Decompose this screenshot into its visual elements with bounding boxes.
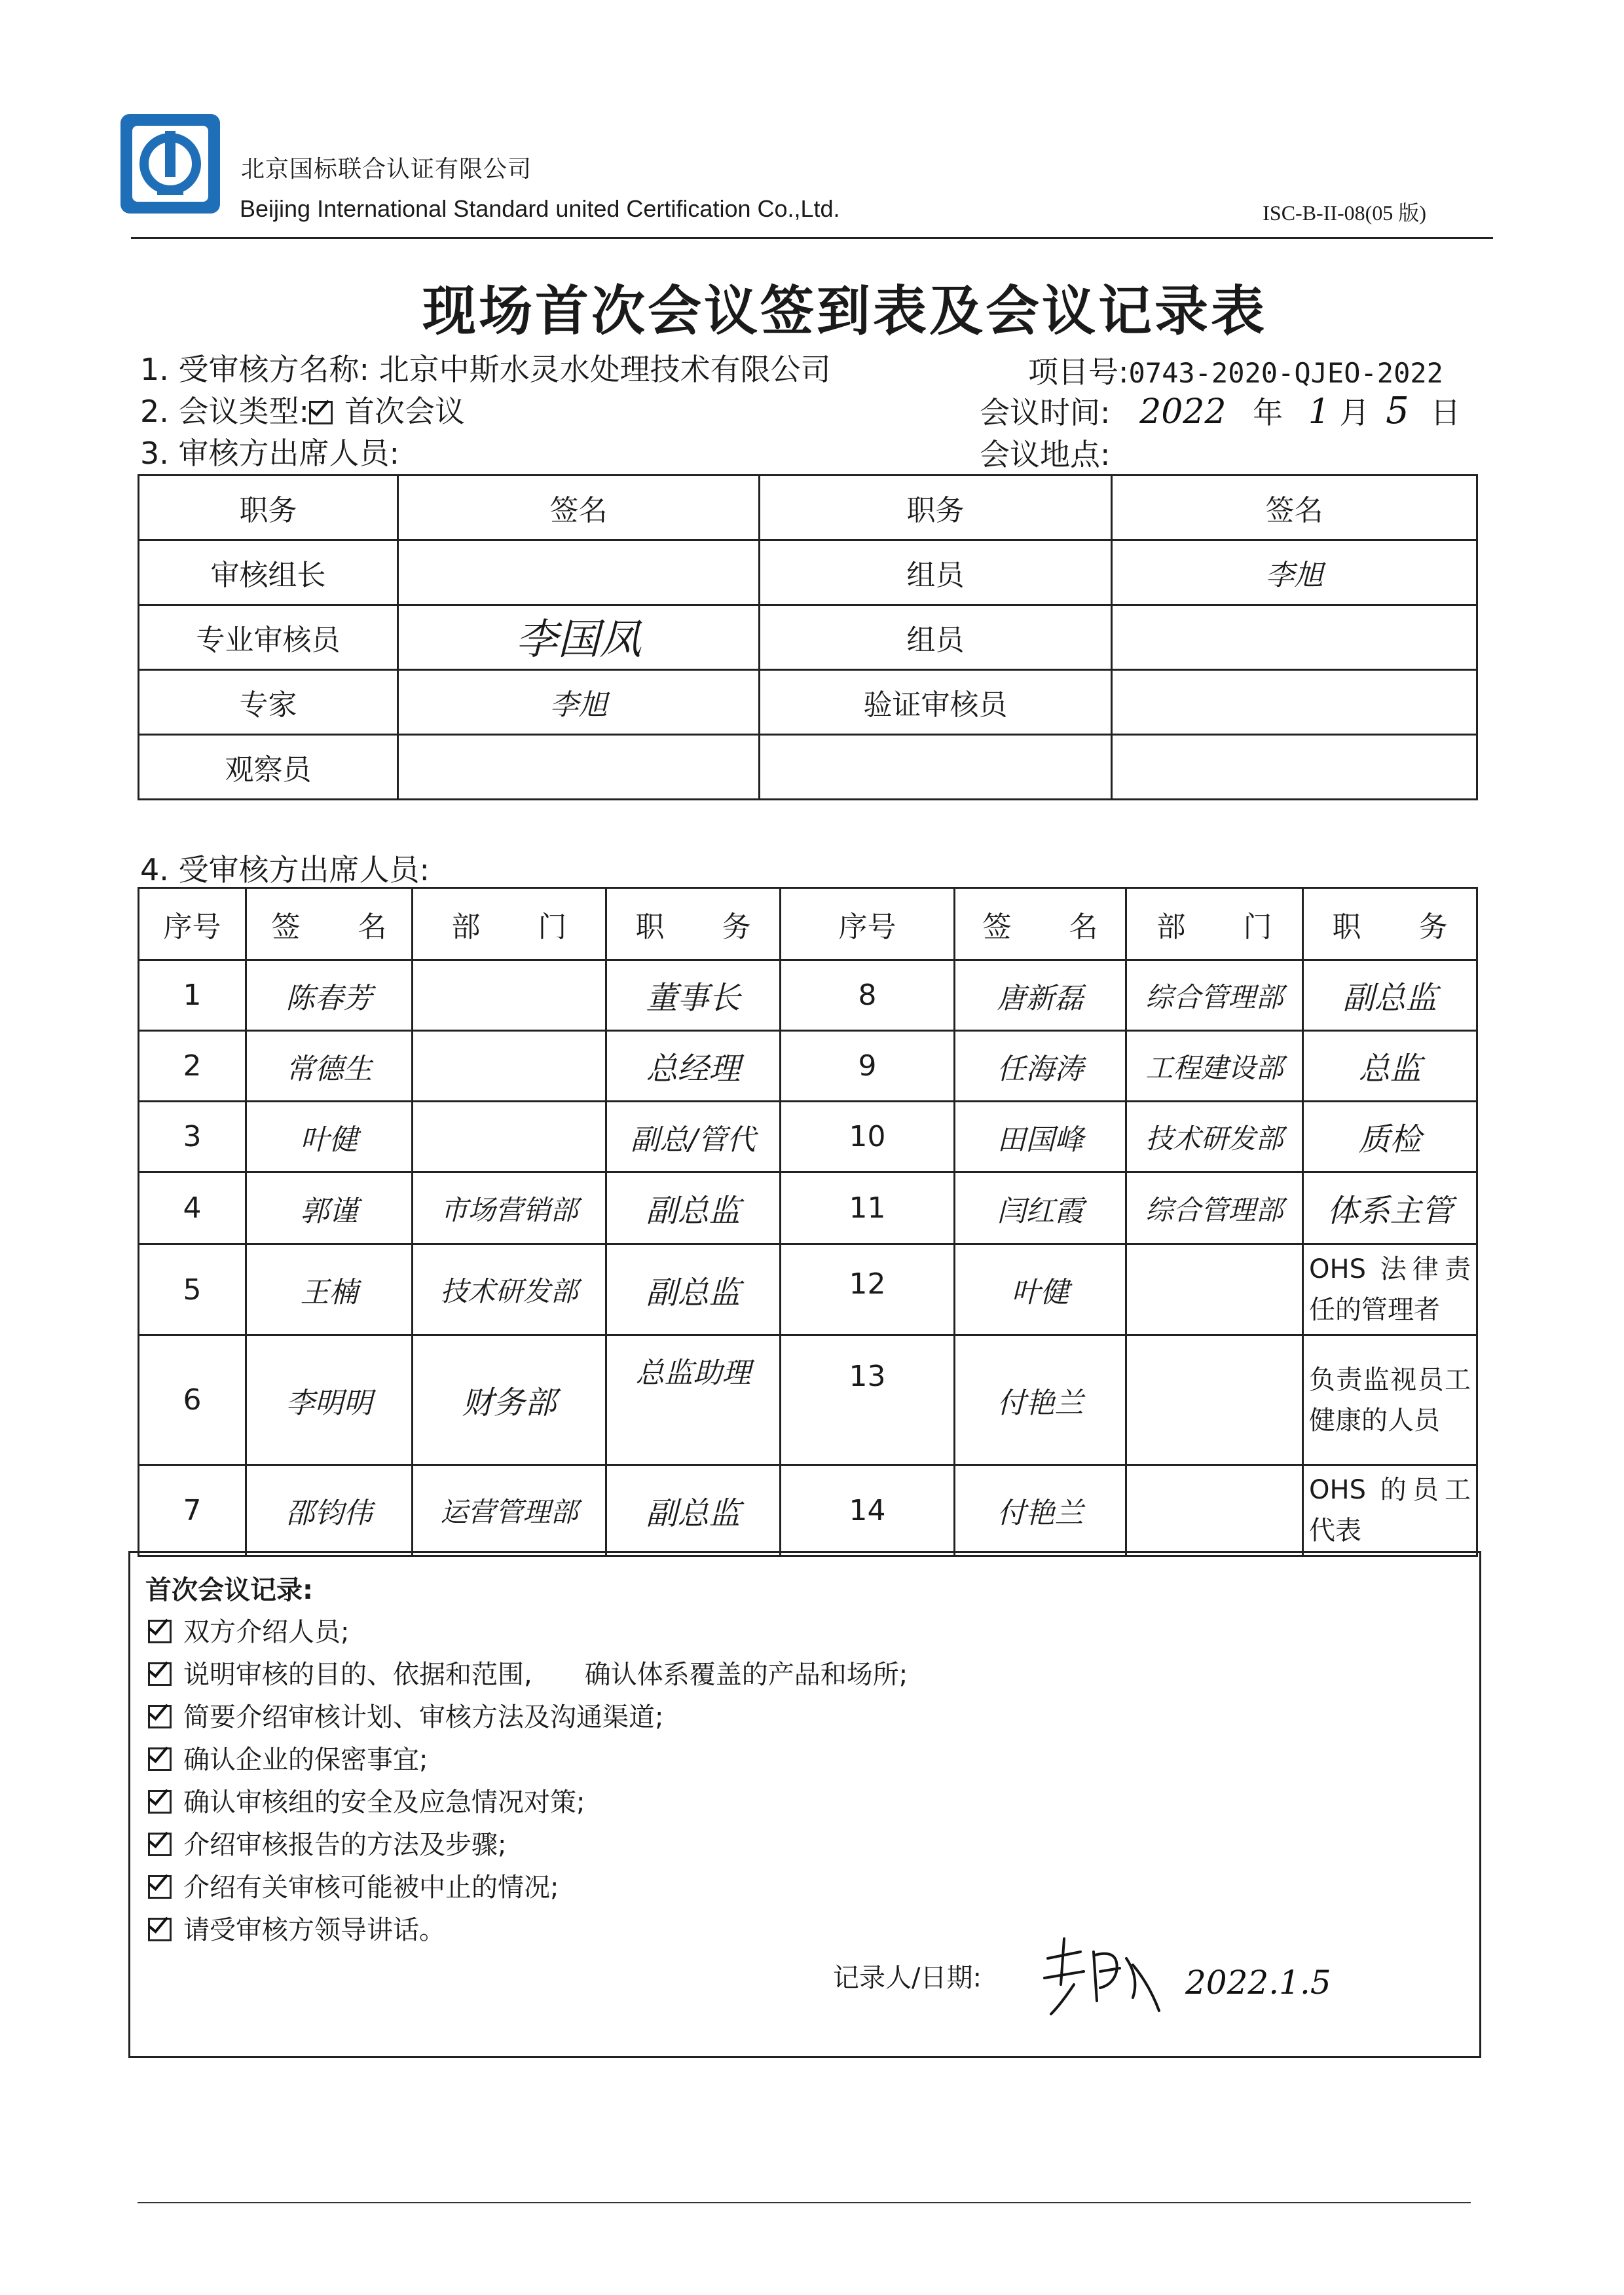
record-item-text: 双方介绍人员; (183, 1617, 350, 1647)
header-cell: 签 名 (955, 888, 1126, 960)
signature-cell: 叶健 (955, 1244, 1126, 1335)
checked-checkbox (148, 1875, 172, 1899)
number-cell: 3 (139, 1102, 246, 1172)
table-header-row (139, 888, 1477, 960)
position-cell: 负责监视员工健康的人员 (1303, 1335, 1477, 1465)
signature-cell (1112, 670, 1477, 735)
record-item (148, 1696, 663, 1734)
checked-checkbox (148, 1790, 172, 1814)
page-title: 现场首次会议签到表及会议记录表 (422, 280, 1267, 343)
meeting-type-value: 首次会议 (344, 394, 466, 429)
signature-cell: 王楠 (246, 1244, 413, 1335)
header-cell: 序号 (139, 888, 246, 960)
signature-cell (1112, 605, 1477, 670)
record-item-text: 说明审核的目的、依据和范围, 确认体系覆盖的产品和场所; (183, 1660, 908, 1690)
role-cell: 审核组长 (139, 540, 398, 605)
signature-cell (1112, 735, 1477, 800)
table-row (139, 1244, 1477, 1335)
header-cell: 部 门 (1126, 888, 1303, 960)
table-row (139, 670, 1477, 735)
record-item (148, 1739, 428, 1776)
checked-checkbox (148, 1705, 172, 1728)
role-cell: 组员 (760, 540, 1112, 605)
department-cell (1126, 1335, 1303, 1465)
meeting-type-label: 2. 会议类型: (140, 394, 310, 429)
table-row (139, 1335, 1477, 1465)
recorder-date: 2022.1.5 (1185, 1964, 1331, 2002)
header-cell: 签名 (398, 476, 760, 540)
header-divider (131, 237, 1493, 239)
header-cell: 部 门 (413, 888, 606, 960)
signature-cell: 付艳兰 (955, 1465, 1126, 1556)
number-cell: 11 (781, 1172, 955, 1244)
record-item (148, 1824, 506, 1861)
form-number: ISC-B-II-08(05 版) (1263, 201, 1426, 225)
position-cell: 副总监 (606, 1465, 781, 1556)
checked-checkbox (148, 1662, 172, 1686)
checked-checkbox (148, 1918, 172, 1941)
header-cell: 序号 (781, 888, 955, 960)
header-cell: 职 务 (606, 888, 781, 960)
signature-cell: 李旭 (398, 670, 760, 735)
meeting-time-line (980, 389, 1460, 432)
record-item-text: 确认审核组的安全及应急情况对策; (183, 1787, 585, 1818)
project-value: 0743-2020-QJEO-2022 (1128, 357, 1443, 389)
auditor-attendees-label: 3. 审核方出席人员: (140, 436, 400, 471)
department-cell (1126, 1465, 1303, 1556)
header-cell: 签名 (1112, 476, 1477, 540)
auditee-attendees-label: 4. 受审核方出席人员: (140, 852, 430, 887)
signature-cell: 付艳兰 (955, 1335, 1126, 1465)
project-line (1028, 348, 1443, 392)
meeting-time-label: 会议时间: (980, 395, 1111, 430)
meeting-day: 5 (1386, 390, 1409, 432)
position-cell: 总经理 (606, 1031, 781, 1102)
table-row (139, 1465, 1477, 1556)
header-cell: 职 务 (1303, 888, 1477, 960)
department-cell (1126, 1244, 1303, 1335)
position-cell: 副总监 (606, 1244, 781, 1335)
signature-cell: 田国峰 (955, 1102, 1126, 1172)
year-unit: 年 (1253, 395, 1283, 430)
number-cell: 1 (139, 960, 246, 1031)
month-unit: 月 (1339, 395, 1370, 430)
position-cell: 体系主管 (1303, 1172, 1477, 1244)
department-cell: 财务部 (413, 1335, 606, 1465)
position-cell: 总监助理 (606, 1335, 781, 1465)
checked-checkbox (148, 1620, 172, 1643)
meeting-type-checkbox (309, 401, 333, 424)
table-header-row (139, 476, 1477, 540)
number-cell: 8 (781, 960, 955, 1031)
signature-cell: 唐新磊 (955, 960, 1126, 1031)
recorder-signature (1035, 1932, 1166, 2024)
role-cell (760, 735, 1112, 800)
position-cell: 副总监 (1303, 960, 1477, 1031)
table-row (139, 960, 1477, 1031)
table-row (139, 735, 1477, 800)
number-cell: 12 (781, 1244, 955, 1335)
position-cell: 副总监 (606, 1172, 781, 1244)
signature-cell: 常德生 (246, 1031, 413, 1102)
department-cell (413, 1102, 606, 1172)
table-row (139, 540, 1477, 605)
position-cell: 质检 (1303, 1102, 1477, 1172)
auditee-label: 1. 受审核方名称: (140, 352, 370, 387)
department-cell: 工程建设部 (1126, 1031, 1303, 1102)
day-unit: 日 (1430, 395, 1461, 430)
signature-cell: 闫红霞 (955, 1172, 1126, 1244)
auditee-line (140, 346, 831, 389)
number-cell: 4 (139, 1172, 246, 1244)
number-cell: 5 (139, 1244, 246, 1335)
record-item-text: 简要介绍审核计划、审核方法及沟通渠道; (183, 1702, 664, 1732)
table-row (139, 1031, 1477, 1102)
signature-cell: 邵钧伟 (246, 1465, 413, 1556)
record-item (148, 1654, 908, 1691)
attendees-table (138, 887, 1478, 1557)
audit-team-table (138, 474, 1478, 800)
header-cell: 签 名 (246, 888, 413, 960)
signature-cell (398, 540, 760, 605)
record-item (148, 1867, 559, 1904)
record-item (148, 1909, 445, 1947)
signature-cell (398, 735, 760, 800)
header-cell: 职务 (139, 476, 398, 540)
header-cell: 职务 (760, 476, 1112, 540)
number-cell: 10 (781, 1102, 955, 1172)
table-row (139, 605, 1477, 670)
company-name-cn: 北京国标联合认证有限公司 (241, 156, 532, 183)
checked-checkbox (148, 1833, 172, 1856)
record-item-text: 介绍有关审核可能被中止的情况; (183, 1873, 559, 1903)
department-cell: 运营管理部 (413, 1465, 606, 1556)
department-cell: 综合管理部 (1126, 960, 1303, 1031)
record-title: 首次会议记录: (145, 1575, 313, 1605)
number-cell: 9 (781, 1031, 955, 1102)
company-name-en: Beijing International Standard united Certification Co.,Ltd. (240, 195, 840, 222)
record-item-text: 请受审核方领导讲话。 (183, 1915, 445, 1945)
number-cell: 6 (139, 1335, 246, 1465)
signature-cell: 叶健 (246, 1102, 413, 1172)
record-item (148, 1782, 585, 1819)
position-cell: 董事长 (606, 960, 781, 1031)
department-cell: 综合管理部 (1126, 1172, 1303, 1244)
signature-cell: 李国凤 (398, 605, 760, 670)
number-cell: 13 (781, 1335, 955, 1465)
position-cell: 副总/管代 (606, 1102, 781, 1172)
auditee-value: 北京中斯水灵水处理技术有限公司 (378, 352, 831, 387)
role-cell: 验证审核员 (760, 670, 1112, 735)
meeting-year: 2022 (1139, 392, 1227, 432)
role-cell: 专家 (139, 670, 398, 735)
signature-cell: 郭谨 (246, 1172, 413, 1244)
signature-cell: 李旭 (1112, 540, 1477, 605)
department-cell (413, 1031, 606, 1102)
record-item-text: 介绍审核报告的方法及步骤; (183, 1830, 507, 1860)
record-item (148, 1611, 349, 1649)
signature-cell: 陈春芳 (246, 960, 413, 1031)
signature-cell: 任海涛 (955, 1031, 1126, 1102)
signature-cell: 李明明 (246, 1335, 413, 1465)
department-cell: 技术研发部 (413, 1244, 606, 1335)
role-cell: 组员 (760, 605, 1112, 670)
table-row (139, 1102, 1477, 1172)
recorder-label: 记录人/日期: (833, 1963, 982, 1993)
project-label: 项目号: (1028, 354, 1129, 390)
meeting-type-line (140, 388, 465, 431)
table-row (139, 1172, 1477, 1244)
checked-checkbox (148, 1747, 172, 1771)
number-cell: 14 (781, 1465, 955, 1556)
meeting-month: 1 (1308, 392, 1330, 432)
record-item-text: 确认企业的保密事宜; (183, 1745, 428, 1775)
department-cell (413, 960, 606, 1031)
location-label: 会议地点: (980, 437, 1111, 472)
role-cell: 专业审核员 (139, 605, 398, 670)
number-cell: 7 (139, 1465, 246, 1556)
department-cell: 市场营销部 (413, 1172, 606, 1244)
position-cell: OHS 法律责任的管理者 (1303, 1244, 1477, 1335)
footer-divider (138, 2202, 1471, 2203)
role-cell: 观察员 (139, 735, 398, 800)
position-cell: OHS 的员工代表 (1303, 1465, 1477, 1556)
number-cell: 2 (139, 1031, 246, 1102)
department-cell: 技术研发部 (1126, 1102, 1303, 1172)
position-cell: 总监 (1303, 1031, 1477, 1102)
company-logo (118, 111, 223, 216)
